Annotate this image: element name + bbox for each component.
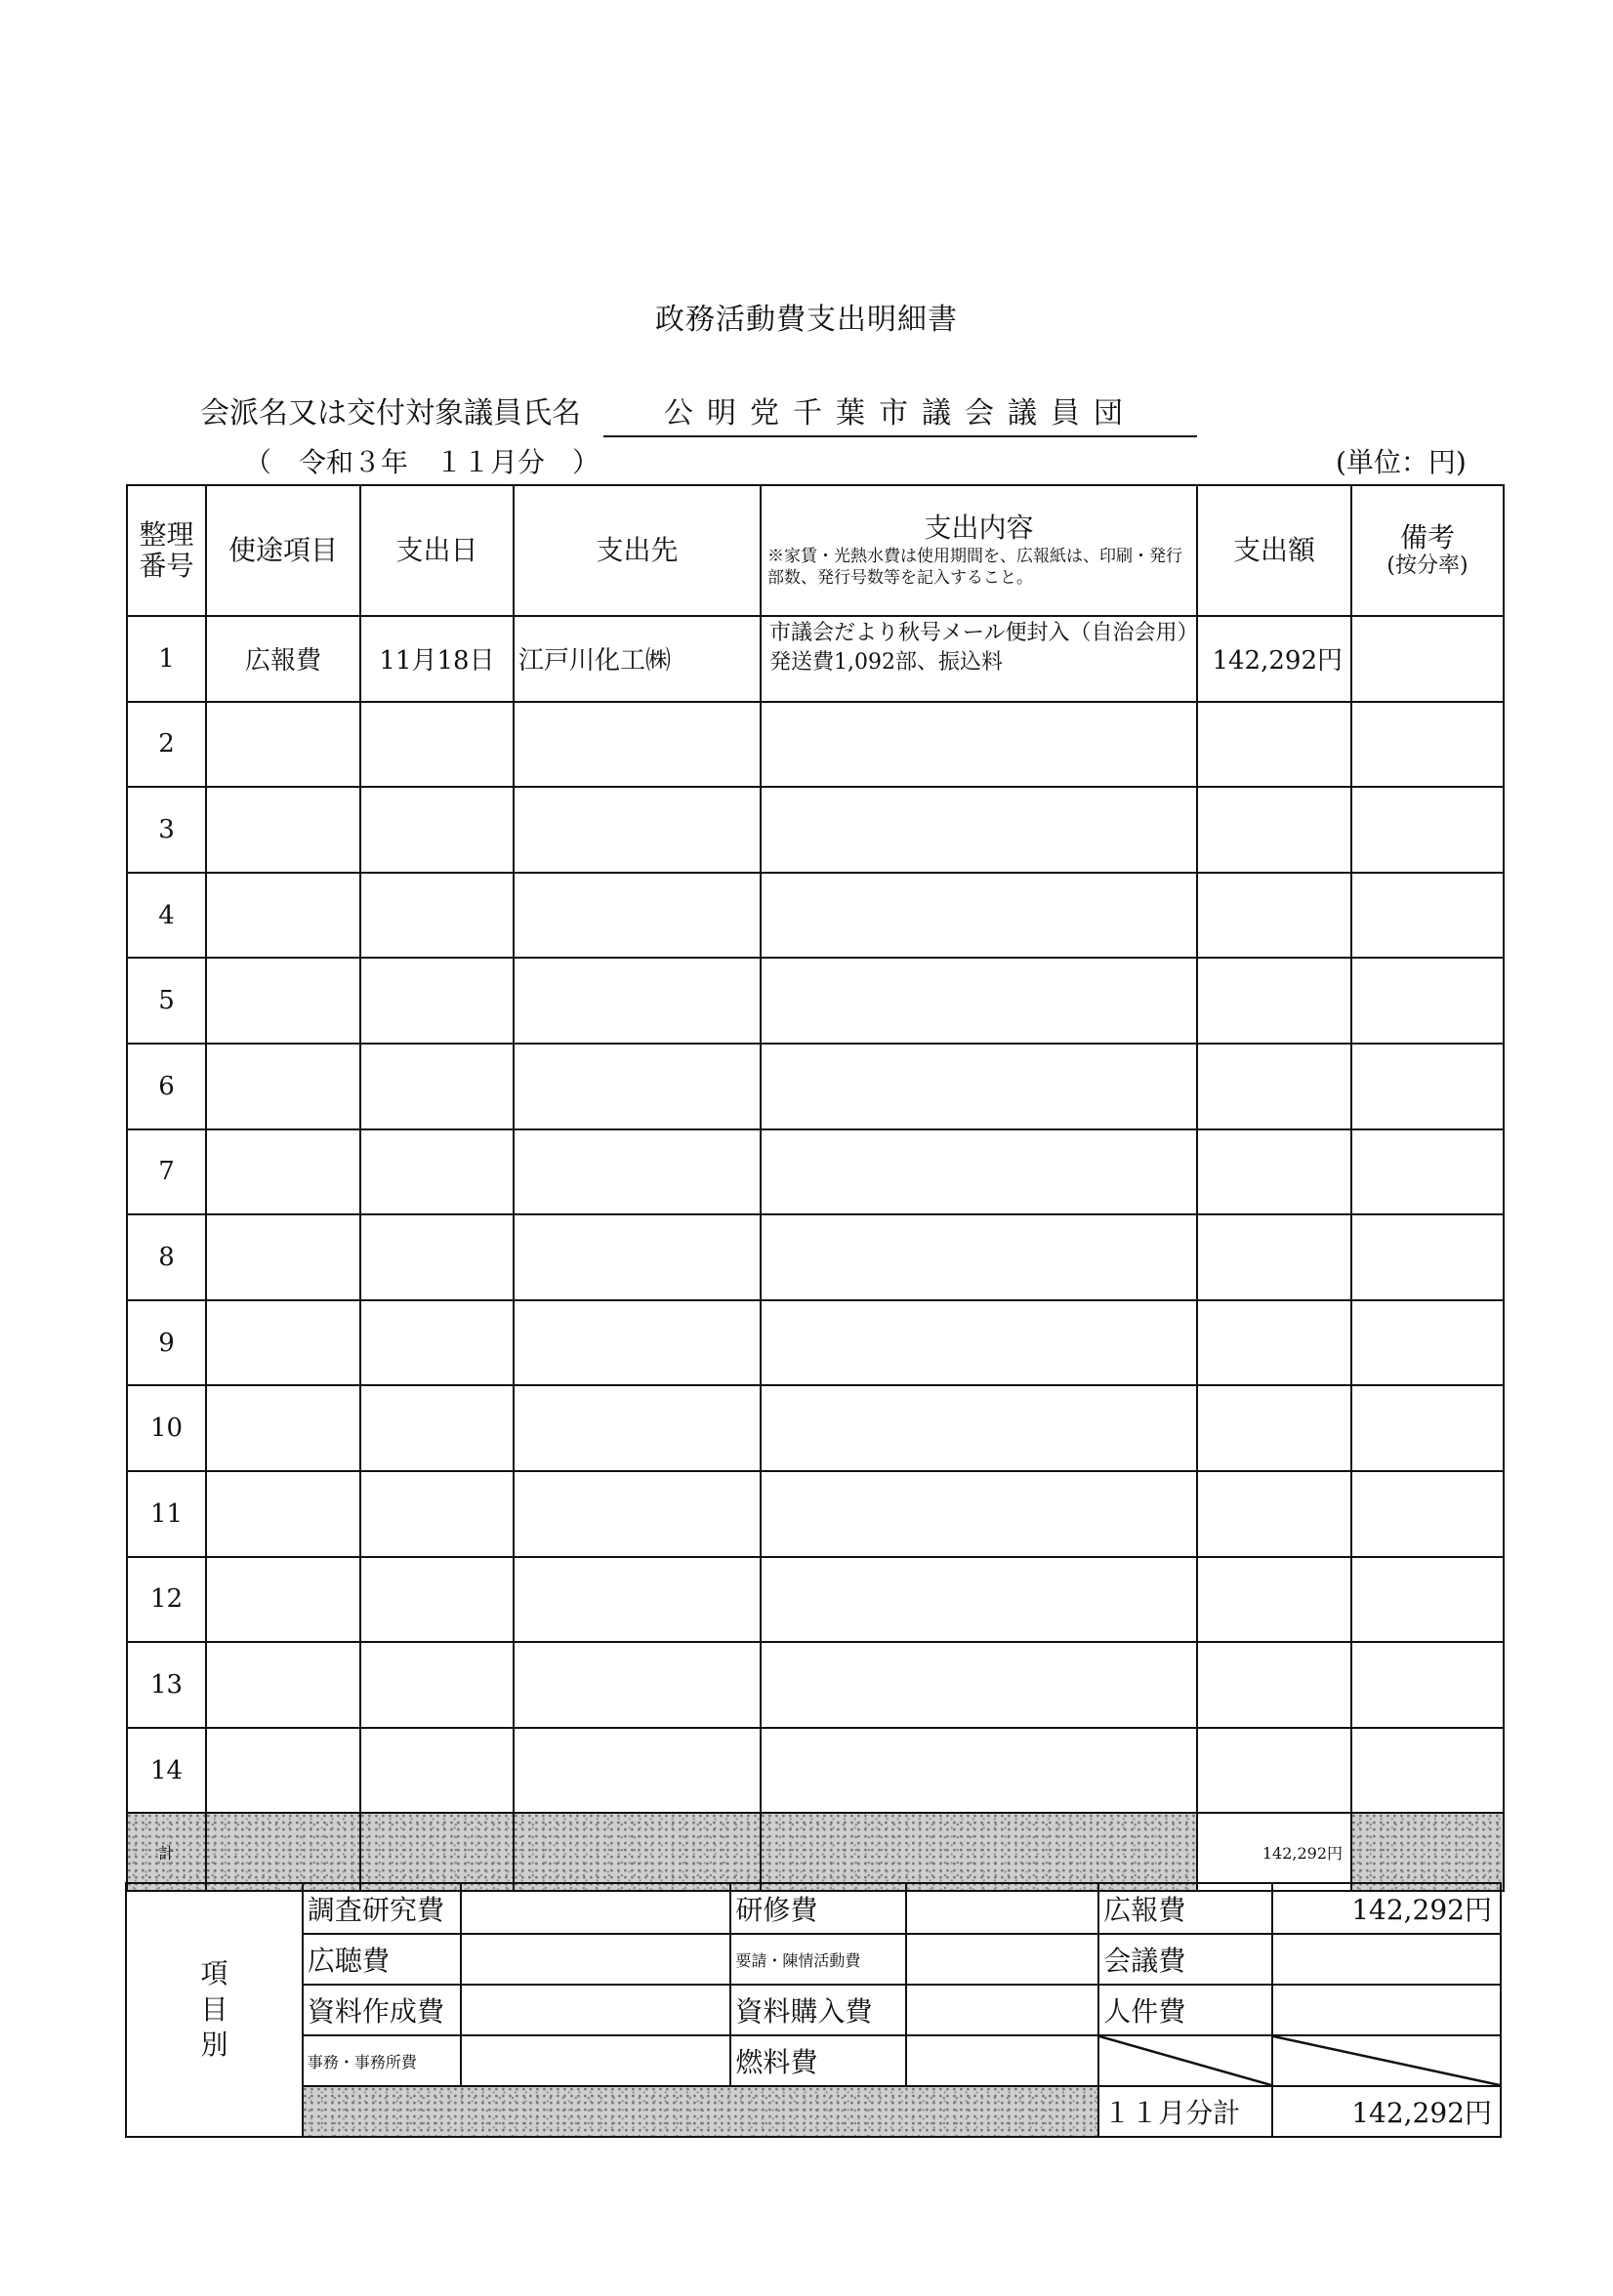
row-number: 10	[127, 1385, 206, 1471]
row-purpose	[206, 1471, 360, 1557]
table-row	[127, 1557, 1504, 1643]
org-label: 会派名又は交付対象議員氏名	[200, 396, 581, 430]
row-amount	[1197, 1642, 1351, 1728]
row-content	[761, 787, 1197, 873]
row-content	[761, 873, 1197, 959]
unit-label: (単位：円)	[1336, 446, 1467, 478]
table-row	[127, 1300, 1504, 1386]
row-remarks	[1351, 702, 1504, 788]
total-shade	[1351, 1813, 1504, 1891]
summary-item-value	[461, 2035, 730, 2086]
total-shade	[206, 1813, 360, 1891]
row-amount	[1197, 1214, 1351, 1300]
table-row	[127, 787, 1504, 873]
total-label: 計	[127, 1813, 206, 1891]
row-number: 14	[127, 1728, 206, 1814]
total-shade	[761, 1813, 1197, 1891]
row-purpose	[206, 1642, 360, 1728]
summary-item-label: 燃料費	[730, 2035, 906, 2086]
row-purpose	[206, 1728, 360, 1814]
row-amount	[1197, 1557, 1351, 1643]
period: （ 令和３年 １１月分 ）	[244, 446, 600, 478]
row-payee	[514, 958, 761, 1044]
document-title: 政務活動費支出明細書	[655, 303, 958, 337]
row-payee	[514, 1044, 761, 1129]
row-payee	[514, 873, 761, 959]
summary-row	[126, 1985, 1501, 2035]
header-date: 支出日	[360, 485, 514, 616]
summary-item-value	[1272, 1934, 1501, 1985]
row-number: 8	[127, 1214, 206, 1300]
row-number: 13	[127, 1642, 206, 1728]
row-number: 4	[127, 873, 206, 959]
row-remarks	[1351, 1471, 1504, 1557]
summary-item-label: 人件費	[1098, 1985, 1271, 2035]
table-row	[127, 1214, 1504, 1300]
diagonal-cell	[1272, 2035, 1501, 2086]
summary-row	[126, 1934, 1501, 1985]
row-date	[360, 787, 514, 873]
row-amount	[1197, 873, 1351, 959]
month-total-value: 142,292円	[1272, 2086, 1501, 2137]
summary-item-label: 会議費	[1098, 1934, 1271, 1985]
row-date	[360, 1728, 514, 1814]
month-total-label: １１月分計	[1098, 2086, 1271, 2137]
total-amount: 142,292円	[1197, 1813, 1351, 1891]
table-row	[127, 1642, 1504, 1728]
row-remarks	[1351, 1728, 1504, 1814]
table-row	[127, 958, 1504, 1044]
table-row	[127, 1385, 1504, 1471]
row-purpose	[206, 873, 360, 959]
summary-item-value	[461, 1934, 730, 1985]
header-remarks	[1351, 485, 1504, 616]
row-number: 3	[127, 787, 206, 873]
row-date	[360, 702, 514, 788]
row-purpose	[206, 702, 360, 788]
row-payee	[514, 1557, 761, 1643]
row-remarks	[1351, 616, 1504, 702]
row-number: 6	[127, 1044, 206, 1129]
summary-item-value	[461, 1883, 730, 1934]
row-amount	[1197, 1471, 1351, 1557]
row-number: 5	[127, 958, 206, 1044]
summary-item-label: 資料作成費	[303, 1985, 461, 2035]
summary-item-value: 142,292円	[1272, 1883, 1501, 1934]
row-purpose	[206, 1557, 360, 1643]
row-content	[761, 1728, 1197, 1814]
header-content-note: ※家賃・光熱水費は使用期間を、広報紙は、印刷・発行部数、発行号数等を記入すること。	[767, 547, 1182, 589]
summary-item-label: 要請・陳情活動費	[730, 1934, 906, 1985]
row-amount	[1197, 1300, 1351, 1386]
row-purpose	[206, 1044, 360, 1129]
total-shade	[514, 1813, 761, 1891]
row-payee	[514, 1471, 761, 1557]
row-date: 11月18日	[360, 616, 514, 702]
row-amount: 142,292円	[1197, 616, 1351, 702]
summary-item-label: 資料購入費	[730, 1985, 906, 2035]
row-content	[761, 958, 1197, 1044]
row-payee	[514, 702, 761, 788]
header-row	[127, 485, 1504, 616]
summary-item-label: 事務・事務所費	[303, 2035, 461, 2086]
row-remarks	[1351, 787, 1504, 873]
header-remarks-sub: (按分率)	[1386, 554, 1468, 579]
header-content-title: 支出内容	[924, 511, 1034, 544]
summary-shade	[303, 2086, 1098, 2137]
row-payee	[514, 1728, 761, 1814]
row-purpose	[206, 787, 360, 873]
summary-item-value	[461, 1985, 730, 2035]
row-amount	[1197, 1728, 1351, 1814]
row-date	[360, 1044, 514, 1129]
summary-item-value	[906, 2035, 1098, 2086]
summary-item-label: 研修費	[730, 1883, 906, 1934]
total-row	[127, 1813, 1504, 1891]
row-remarks	[1351, 1557, 1504, 1643]
table-row	[127, 1044, 1504, 1129]
row-remarks	[1351, 1214, 1504, 1300]
row-date	[360, 1214, 514, 1300]
summary-total-row	[126, 2086, 1501, 2137]
header-purpose: 使途項目	[206, 485, 360, 616]
row-payee	[514, 1129, 761, 1215]
table-row	[127, 616, 1504, 702]
table-row	[127, 873, 1504, 959]
summary-item-value	[906, 1934, 1098, 1985]
row-number: 12	[127, 1557, 206, 1643]
header-amount: 支出額	[1197, 485, 1351, 616]
summary-item-label: 調査研究費	[303, 1883, 461, 1934]
summary-row	[126, 1883, 1501, 1934]
row-purpose	[206, 1385, 360, 1471]
table-row	[127, 1471, 1504, 1557]
row-remarks	[1351, 1385, 1504, 1471]
row-date	[360, 1385, 514, 1471]
row-payee	[514, 1214, 761, 1300]
row-amount	[1197, 1385, 1351, 1471]
row-purpose	[206, 958, 360, 1044]
header-content	[761, 485, 1197, 616]
table-row	[127, 1728, 1504, 1814]
row-payee	[514, 1385, 761, 1471]
header-no: 整理番号	[127, 485, 206, 616]
row-date	[360, 1471, 514, 1557]
row-remarks	[1351, 1642, 1504, 1728]
summary-item-label: 広聴費	[303, 1934, 461, 1985]
row-content	[761, 1385, 1197, 1471]
org-name: 公明党千葉市議会議員団	[603, 389, 1197, 437]
row-payee: 江戸川化工㈱	[514, 616, 761, 702]
row-date	[360, 1300, 514, 1386]
row-payee	[514, 1300, 761, 1386]
row-number: 11	[127, 1471, 206, 1557]
row-purpose: 広報費	[206, 616, 360, 702]
row-amount	[1197, 702, 1351, 788]
expense-table	[126, 484, 1505, 1892]
row-content	[761, 1471, 1197, 1557]
row-date	[360, 1129, 514, 1215]
category-summary-table	[125, 1882, 1502, 2138]
table-row	[127, 1129, 1504, 1215]
table-row	[127, 702, 1504, 788]
row-purpose	[206, 1129, 360, 1215]
summary-item-value	[906, 1985, 1098, 2035]
row-payee	[514, 1642, 761, 1728]
row-remarks	[1351, 1129, 1504, 1215]
header-payee: 支出先	[514, 485, 761, 616]
row-content	[761, 1129, 1197, 1215]
row-amount	[1197, 958, 1351, 1044]
summary-row	[126, 2035, 1501, 2086]
row-number: 1	[127, 616, 206, 702]
row-remarks	[1351, 1044, 1504, 1129]
row-purpose	[206, 1214, 360, 1300]
summary-item-label: 広報費	[1098, 1883, 1271, 1934]
row-amount	[1197, 787, 1351, 873]
row-remarks	[1351, 1300, 1504, 1386]
row-number: 7	[127, 1129, 206, 1215]
row-number: 2	[127, 702, 206, 788]
total-shade	[360, 1813, 514, 1891]
row-content	[761, 1557, 1197, 1643]
row-content	[761, 1044, 1197, 1129]
row-date	[360, 958, 514, 1044]
row-content	[761, 702, 1197, 788]
row-amount	[1197, 1044, 1351, 1129]
row-content	[761, 1300, 1197, 1386]
row-remarks	[1351, 873, 1504, 959]
row-amount	[1197, 1129, 1351, 1215]
row-content	[761, 1642, 1197, 1728]
diagonal-cell	[1098, 2035, 1271, 2086]
row-number: 9	[127, 1300, 206, 1386]
row-date	[360, 873, 514, 959]
row-content	[761, 1214, 1197, 1300]
row-payee	[514, 787, 761, 873]
row-purpose	[206, 1300, 360, 1386]
row-remarks	[1351, 958, 1504, 1044]
row-content: 市議会だより秋号メール便封入（自治会用）発送費1,092部、振込料	[761, 616, 1197, 702]
summary-label: 項目別	[126, 1883, 303, 2137]
header-remarks-title: 備考	[1399, 521, 1455, 554]
row-date	[360, 1642, 514, 1728]
row-date	[360, 1557, 514, 1643]
summary-item-value	[906, 1883, 1098, 1934]
summary-item-value	[1272, 1985, 1501, 2035]
